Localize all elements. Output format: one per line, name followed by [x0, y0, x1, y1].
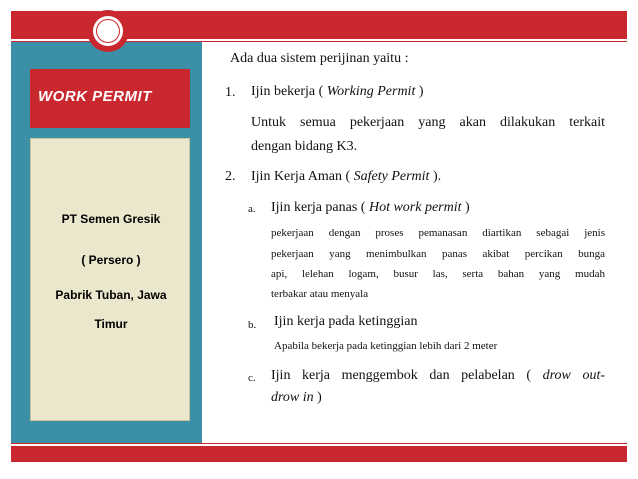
bottom-banner [11, 446, 627, 462]
location-line-2: Timur [94, 317, 128, 331]
item-1-desc-line-2: dengan bidang K3. [251, 139, 358, 154]
bottom-divider-line [11, 443, 627, 444]
company-name: PT Semen Gresik [61, 212, 161, 226]
title-box [30, 69, 190, 128]
sub-a-desc-line-2: pekerjaan yang menimbulkan panas akibat percikan bunga [271, 248, 605, 260]
sub-a-desc-line-1: pekerjaan dengan proses pemanasan diartikan sebagai jenis [271, 227, 605, 239]
sub-b-letter: b. [248, 319, 257, 331]
item-1-title: Ijin bekerja ( Working Permit ) [251, 84, 424, 99]
company-info-box [30, 138, 190, 421]
sub-c-letter: c. [248, 372, 256, 384]
sub-a-desc-line-4: terbakar atau menyala [271, 288, 369, 300]
sub-a-desc-line-3: api, lelehan logam, busur las, serta bahan yang mudah [271, 268, 605, 280]
slide-title: WORK PERMIT [38, 88, 152, 105]
sub-c-title-line-2: drow in ) [271, 390, 322, 405]
sub-a-title: Ijin kerja panas ( Hot work permit ) [271, 200, 470, 215]
item-2-title: Ijin Kerja Aman ( Safety Permit ). [251, 169, 442, 184]
item-1-number: 1. [225, 85, 236, 100]
company-type: ( Persero ) [81, 253, 141, 267]
sub-b-title: Ijin kerja pada ketinggian [274, 314, 418, 329]
sub-b-desc: Apabila bekerja pada ketinggian lebih dari 2 meter [274, 340, 498, 352]
location-line-1: Pabrik Tuban, Jawa [55, 288, 167, 302]
sub-a-letter: a. [248, 203, 256, 215]
decorative-circle-inner [96, 19, 120, 43]
intro-text: Ada dua sistem perijinan yaitu : [230, 51, 409, 66]
sub-c-title-line-1: Ijin kerja menggembok dan pelabelan ( drow out- [271, 368, 606, 383]
item-1-desc-line-1: Untuk semua pekerjaan yang akan dilakukan terkait [251, 115, 605, 130]
item-2-number: 2. [225, 169, 236, 184]
